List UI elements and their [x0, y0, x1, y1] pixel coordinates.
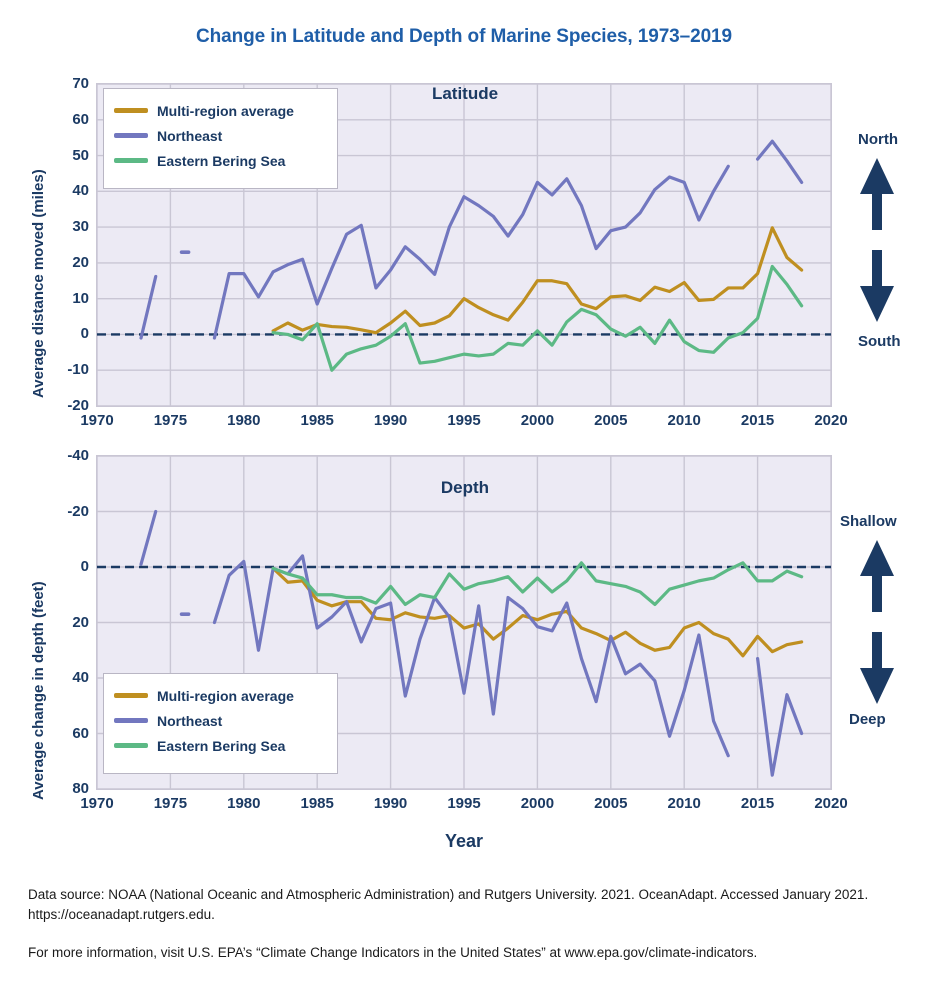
depth-x-tick: 1975	[153, 795, 188, 812]
depth-y-tick: -20	[67, 502, 89, 520]
depth-y-tick: 80	[72, 780, 89, 797]
depth-x-tick: 1980	[227, 795, 261, 812]
depth-x-tick: 2010	[667, 795, 701, 812]
latitude-x-tick: 1975	[153, 412, 188, 429]
south-label: South	[858, 333, 901, 350]
legend-label-northeast: Northeast	[157, 127, 223, 144]
latitude-y-tick: 40	[72, 182, 89, 200]
latitude-y-tick: 30	[72, 218, 89, 236]
page-title: Change in Latitude and Depth of Marine Species, 1973–2019	[196, 26, 732, 47]
latitude-y-tick: -20	[67, 397, 89, 414]
depth-y-tick: 20	[72, 613, 89, 631]
x-axis-label: Year	[444, 831, 484, 851]
depth-y-tick: 0	[80, 558, 89, 575]
latitude-y-tick: -10	[67, 361, 89, 379]
legend-item-eastern-bering-sea-depth	[114, 733, 325, 758]
latitude-y-axis-label: Average distance moved (miles)	[30, 169, 47, 398]
depth-x-tick: 1990	[373, 795, 408, 812]
latitude-subtitle: Latitude	[431, 84, 499, 103]
depth-x-tick: 2020	[814, 795, 848, 812]
legend-swatch-multi-region-depth	[114, 693, 148, 698]
latitude-x-tick: 2000	[520, 412, 555, 429]
depth-x-tick: 2015	[740, 795, 775, 812]
shallow-deep-arrow-icon	[856, 538, 898, 706]
legend-label-multi-region-depth: Multi-region average	[157, 687, 294, 704]
depth-x-tick: 1995	[447, 795, 481, 812]
depth-x-tick: 2000	[520, 795, 555, 812]
latitude-x-tick: 2015	[740, 412, 775, 429]
depth-x-tick: 1970	[80, 795, 114, 812]
depth-y-tick: 60	[72, 724, 89, 742]
legend-swatch-northeast-depth	[114, 718, 148, 723]
depth-y-tick: 40	[72, 669, 89, 686]
latitude-x-tick: 2020	[814, 412, 848, 429]
deep-label: Deep	[849, 711, 886, 728]
latitude-x-tick: 1970	[80, 412, 114, 429]
depth-y-tick: -40	[67, 447, 89, 464]
legend-label-eastern-bering-sea: Eastern Bering Sea	[157, 152, 286, 169]
latitude-x-tick: 1995	[447, 412, 481, 429]
legend-item-northeast-depth	[114, 708, 325, 733]
legend-swatch-eastern-bering-sea-depth	[114, 743, 148, 748]
shallow-label: Shallow	[840, 513, 897, 530]
latitude-y-tick: 10	[72, 289, 89, 307]
latitude-y-tick: 50	[72, 146, 89, 164]
legend-label-eastern-bering-sea-depth: Eastern Bering Sea	[157, 737, 286, 754]
legend-label-multi-region: Multi-region average	[157, 102, 294, 119]
latitude-x-tick: 2005	[594, 412, 628, 429]
legend-label-northeast-depth: Northeast	[157, 712, 223, 729]
latitude-x-tick: 1980	[227, 412, 261, 429]
north-label: North	[858, 131, 898, 148]
depth-subtitle: Depth	[440, 478, 490, 497]
latitude-y-tick: 20	[72, 253, 89, 271]
depth-x-tick: 2005	[594, 795, 628, 812]
depth-x-tick: 1985	[300, 795, 334, 812]
latitude-x-tick: 2010	[667, 412, 701, 429]
footer-more-info: For more information, visit U.S. EPA’s “Climate Change Indicators in the United States” at www.epa.gov/climate-indicators.	[28, 945, 758, 960]
depth-y-axis-label: Average change in depth (feet)	[30, 581, 47, 800]
latitude-x-tick: 1990	[373, 412, 408, 429]
latitude-x-tick: 1985	[300, 412, 334, 429]
legend-item-multi-region-depth	[114, 683, 325, 708]
footer-source: Data source: NOAA (National Oceanic and Atmospheric Administration) and Rutgers University. 2021. OceanAdapt. Accessed January 2021. https://oceanadapt.rutgers.edu.	[28, 887, 869, 922]
latitude-y-tick: 0	[80, 325, 89, 343]
latitude-y-tick: 60	[72, 110, 89, 128]
depth-legend	[103, 673, 338, 774]
latitude-y-tick: 70	[72, 75, 89, 92]
